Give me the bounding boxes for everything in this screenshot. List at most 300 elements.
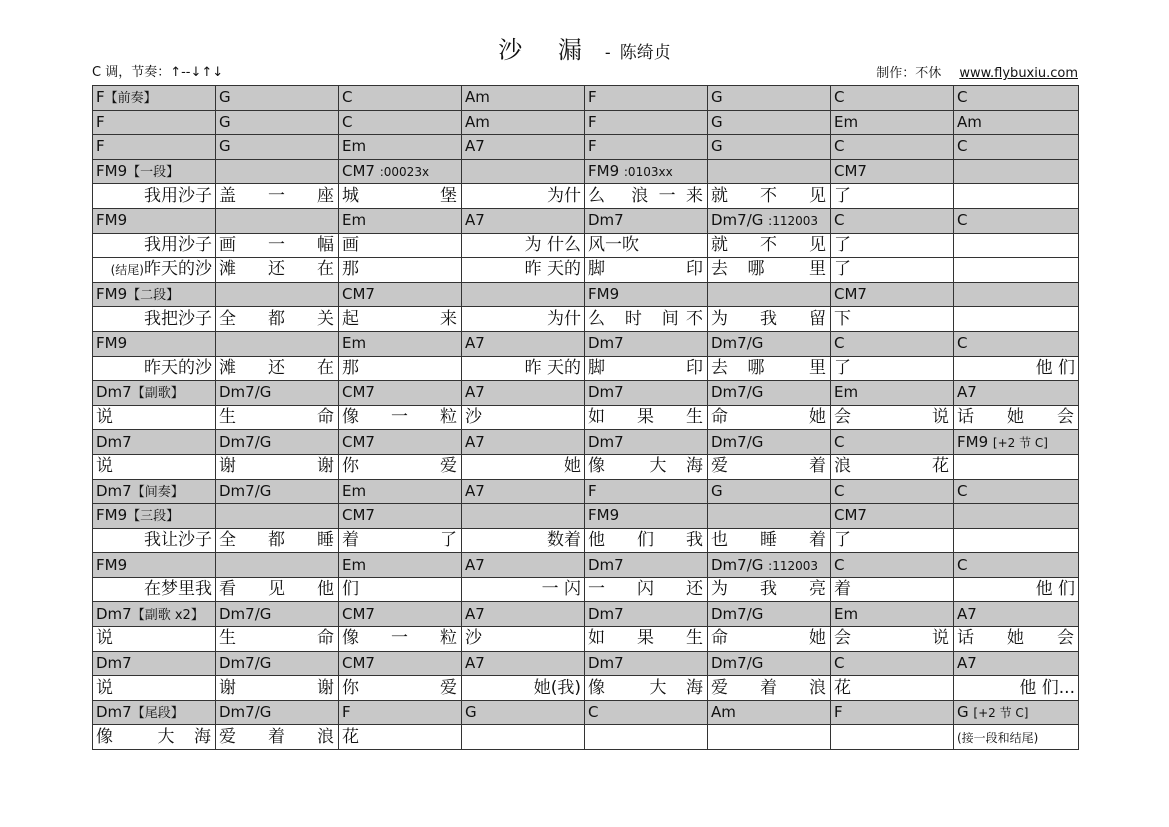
lyric-cell <box>708 184 831 209</box>
lyric-cell <box>216 405 339 430</box>
chord-cell: CM7 <box>339 381 462 406</box>
lyric-text: 滩 还 在 <box>219 357 334 378</box>
chord-cell: A7 <box>462 602 585 627</box>
chord-row <box>93 700 1079 725</box>
lyric-text: 你 爱 <box>342 456 457 477</box>
lyric-text: 我用沙子 <box>144 234 212 255</box>
chord-cell: A7 <box>462 208 585 233</box>
chord-cell: FM9 <box>93 208 216 233</box>
lyric-text: 着 <box>834 579 851 600</box>
lyric-cell <box>585 454 708 479</box>
lyric-text: 看 见 他 <box>219 579 334 600</box>
lyric-cell <box>339 627 462 652</box>
lyric-cell <box>708 307 831 332</box>
key-rhythm-info: C 调，节奏：↑--↓↑↓ <box>92 65 224 80</box>
lyric-text: 了 <box>834 234 851 255</box>
chord-cell: CM7 <box>339 602 462 627</box>
chord-cell: C <box>954 208 1079 233</box>
lyric-cell <box>216 356 339 381</box>
chord-name: Dm7/G <box>711 211 769 230</box>
chord-cell: A7 <box>954 381 1079 406</box>
chord-cell: Dm7/G <box>708 331 831 356</box>
lyric-row <box>93 184 1079 209</box>
lyric-text: 命 她 <box>711 407 826 428</box>
lyric-text: 下 <box>834 308 851 329</box>
chord-cell: A7 <box>462 430 585 455</box>
lyric-cell <box>339 676 462 701</box>
lyric-text: (结尾)昨天的沙 <box>110 259 212 280</box>
lyric-cell <box>954 405 1079 430</box>
chord-cell <box>216 282 339 307</box>
lyric-cell <box>339 528 462 553</box>
chord-cell: F <box>339 700 462 725</box>
chord-cell <box>216 553 339 578</box>
chord-cell: G <box>216 110 339 135</box>
chord-cell: CM7 <box>339 430 462 455</box>
chord-cell: Dm7 <box>585 602 708 627</box>
chord-annotation: 【三段】 <box>127 509 180 525</box>
lyric-text: 如 果 生 <box>588 628 703 649</box>
chord-cell: CM7 <box>831 159 954 184</box>
chord-row <box>93 282 1079 307</box>
lyric-cell <box>585 405 708 430</box>
chord-cell <box>93 86 216 111</box>
ending-marker: (结尾) <box>110 263 144 278</box>
lyric-cell <box>954 454 1079 479</box>
chord-cell <box>708 159 831 184</box>
chord-name: FM9 <box>96 162 128 181</box>
chord-cell: A7 <box>462 651 585 676</box>
chord-cell: Dm7/G <box>216 479 339 504</box>
lyric-cell <box>831 184 954 209</box>
lyric-cell <box>339 454 462 479</box>
chord-annotation: :112003 <box>768 558 819 573</box>
chord-cell: Dm7/G <box>708 430 831 455</box>
lyric-text: 他 们... <box>1019 677 1075 698</box>
lyric-text: 盖 一 座 <box>219 185 334 206</box>
lyric-cell <box>216 627 339 652</box>
lyric-cell <box>831 676 954 701</box>
lyric-text: 也 睡 着 <box>711 529 826 550</box>
chord-annotation: :0103xx <box>623 165 673 180</box>
lyric-text: 浪 花 <box>834 456 949 477</box>
lyric-row <box>93 725 1079 750</box>
lyric-cell <box>93 307 216 332</box>
lyric-text: 昨 天的 <box>524 357 581 378</box>
lyric-text: 着 了 <box>342 529 457 550</box>
lyric-text: 花 <box>342 726 359 747</box>
chord-cell: Dm7 <box>585 430 708 455</box>
chord-cell <box>93 504 216 529</box>
lyric-text: 她 <box>564 456 581 477</box>
chord-cell: Dm7/G <box>216 430 339 455</box>
chord-row <box>93 110 1079 135</box>
chord-sheet-table <box>92 85 1079 750</box>
lyric-cell <box>339 233 462 258</box>
lyric-text: 说 <box>96 407 113 428</box>
chord-row <box>93 553 1079 578</box>
lyric-text: 话 她 会 <box>957 628 1074 649</box>
lyric-text: 像 一 粒 <box>342 407 457 428</box>
chord-cell: A7 <box>462 479 585 504</box>
chord-cell <box>216 208 339 233</box>
chord-annotation: [+2 节 C] <box>973 706 1029 721</box>
chord-annotation: 【一段】 <box>127 165 180 181</box>
lyric-text: 沙 <box>465 628 482 649</box>
lyric-cell <box>831 528 954 553</box>
lyric-text: 数着 <box>547 529 581 550</box>
lyric-cell <box>216 725 339 750</box>
lyric-text: 了 <box>834 357 851 378</box>
lyric-cell <box>954 258 1079 283</box>
title-dash: - <box>604 43 611 62</box>
chord-row <box>93 479 1079 504</box>
chord-cell: C <box>954 479 1079 504</box>
chord-row <box>93 208 1079 233</box>
lyric-cell <box>585 307 708 332</box>
lyric-cell <box>954 577 1079 602</box>
chord-cell: FM9 <box>585 504 708 529</box>
lyric-text: 去哪 里 <box>711 357 826 378</box>
chord-cell: Em <box>831 110 954 135</box>
lyric-cell <box>462 405 585 430</box>
chord-cell: C <box>954 135 1079 160</box>
lyric-row <box>93 356 1079 381</box>
chord-cell: G <box>216 86 339 111</box>
lyric-cell <box>831 258 954 283</box>
chord-cell <box>93 282 216 307</box>
chord-cell: C <box>954 553 1079 578</box>
lyric-text: 脚 印 <box>588 259 703 280</box>
chord-cell <box>954 430 1079 455</box>
lyric-cell <box>708 725 831 750</box>
lyric-cell <box>954 233 1079 258</box>
lyric-cell <box>708 577 831 602</box>
lyric-cell <box>93 528 216 553</box>
lyric-text: 说 <box>96 456 113 477</box>
chord-cell: F <box>831 700 954 725</box>
lyric-row <box>93 577 1079 602</box>
lyric-text: 全 都 睡 <box>219 529 334 550</box>
chord-annotation: 【副歌】 <box>131 386 184 402</box>
chord-cell <box>585 159 708 184</box>
lyric-text: 一 闪 还 <box>588 579 703 600</box>
chord-cell: Dm7/G <box>216 700 339 725</box>
lyric-cell <box>216 528 339 553</box>
chord-annotation: :112003 <box>768 214 819 229</box>
lyric-row <box>93 676 1079 701</box>
chord-cell: Em <box>339 208 462 233</box>
lyric-cell <box>462 258 585 283</box>
chord-cell: Em <box>831 381 954 406</box>
lyric-text: 风一吹 <box>588 234 639 255</box>
lyric-cell <box>339 725 462 750</box>
lyric-row <box>93 405 1079 430</box>
chord-row <box>93 602 1079 627</box>
chord-cell: C <box>585 700 708 725</box>
lyric-cell <box>339 307 462 332</box>
chord-cell: CM7 <box>339 504 462 529</box>
chord-cell: C <box>954 86 1079 111</box>
lyric-cell <box>831 627 954 652</box>
lyric-cell <box>954 528 1079 553</box>
chord-cell <box>216 159 339 184</box>
lyric-cell <box>831 725 954 750</box>
lyric-cell <box>708 405 831 430</box>
chord-cell <box>462 159 585 184</box>
chord-cell: Dm7/G <box>708 381 831 406</box>
chord-cell <box>93 159 216 184</box>
chord-annotation: 【二段】 <box>127 288 180 304</box>
lyric-row <box>93 454 1079 479</box>
lyric-text: 像 大海 <box>588 677 703 698</box>
lyric-text: 了 <box>834 185 851 206</box>
lyric-text: 我用沙子 <box>144 185 212 206</box>
lyric-cell <box>339 356 462 381</box>
chord-cell: A7 <box>462 135 585 160</box>
chord-cell: A7 <box>954 651 1079 676</box>
lyric-cell <box>462 454 585 479</box>
lyric-cell <box>93 577 216 602</box>
chord-cell <box>339 159 462 184</box>
lyric-cell <box>585 725 708 750</box>
lyric-cell <box>954 627 1079 652</box>
chord-cell <box>216 331 339 356</box>
chord-annotation: 【前奏】 <box>104 91 157 107</box>
chord-cell: Em <box>339 331 462 356</box>
chord-cell: Dm7/G <box>216 381 339 406</box>
chord-cell: A7 <box>954 602 1079 627</box>
lyric-cell <box>585 577 708 602</box>
lyric-text: 滩 还 在 <box>219 259 334 280</box>
chord-cell: Dm7 <box>93 430 216 455</box>
lyric-text: 了 <box>834 259 851 280</box>
lyric-cell <box>831 307 954 332</box>
lyric-text: 像 一 粒 <box>342 628 457 649</box>
lyric-row <box>93 307 1079 332</box>
chord-cell: C <box>339 110 462 135</box>
chord-cell: F <box>585 110 708 135</box>
song-title-line <box>0 30 1169 65</box>
lyric-cell <box>708 233 831 258</box>
website-link[interactable]: www.flybuxiu.com <box>959 66 1078 81</box>
lyric-cell <box>216 676 339 701</box>
chord-cell: F <box>585 479 708 504</box>
lyric-cell <box>462 725 585 750</box>
chord-cell: C <box>831 86 954 111</box>
lyric-text: 如 果 生 <box>588 407 703 428</box>
chord-cell: Dm7 <box>585 208 708 233</box>
lyric-cell <box>339 184 462 209</box>
lyric-text: 说 <box>96 628 113 649</box>
song-title: 沙 漏 <box>498 36 596 64</box>
chord-cell <box>708 504 831 529</box>
chord-row <box>93 651 1079 676</box>
chord-cell: C <box>831 208 954 233</box>
lyric-text: 会 说 <box>834 407 949 428</box>
lyric-text: 会 说 <box>834 628 949 649</box>
lyric-cell <box>93 233 216 258</box>
chord-cell <box>462 504 585 529</box>
lyric-cell <box>708 676 831 701</box>
chord-cell: Em <box>339 135 462 160</box>
chord-row <box>93 331 1079 356</box>
lyric-cell <box>708 528 831 553</box>
lyric-cell <box>339 577 462 602</box>
lyric-cell <box>93 405 216 430</box>
chord-cell: Em <box>831 602 954 627</box>
chord-cell: Dm7 <box>93 651 216 676</box>
lyric-text: 他 们 <box>1035 357 1075 378</box>
chord-cell: Dm7/G <box>216 651 339 676</box>
chord-name: CM7 <box>342 162 380 181</box>
lyric-cell <box>93 627 216 652</box>
chord-name: FM9 <box>96 285 128 304</box>
lyric-cell <box>462 676 585 701</box>
lyric-text: 话 她 会 <box>957 407 1074 428</box>
lyric-cell <box>216 577 339 602</box>
chord-cell: A7 <box>462 381 585 406</box>
chord-cell: G <box>708 110 831 135</box>
chord-annotation: [+2 节 C] <box>992 435 1048 450</box>
chord-cell: G <box>708 135 831 160</box>
lyric-text: 说 <box>96 677 113 698</box>
chord-cell: C <box>954 331 1079 356</box>
lyric-text: 们 <box>342 579 359 600</box>
lyric-text: 城 堡 <box>342 185 457 206</box>
lyric-text: 脚 印 <box>588 357 703 378</box>
lyric-cell <box>93 184 216 209</box>
lyric-text: 那 <box>342 259 359 280</box>
lyric-cell <box>585 233 708 258</box>
lyric-text: 像 大海 <box>588 456 703 477</box>
chord-annotation: 【尾段】 <box>131 706 184 722</box>
lyric-cell <box>708 356 831 381</box>
chord-cell: C <box>339 86 462 111</box>
chord-cell: Am <box>708 700 831 725</box>
chord-name: Dm7/G <box>711 555 769 574</box>
lyric-text: 去哪 里 <box>711 259 826 280</box>
lyric-row <box>93 233 1079 258</box>
lyric-text: (接一段和结尾) <box>957 730 1039 745</box>
chord-cell: CM7 <box>831 504 954 529</box>
chord-cell: CM7 <box>339 282 462 307</box>
lyric-text: 画 一 幅 <box>219 234 334 255</box>
chord-cell <box>708 208 831 233</box>
lyric-cell <box>954 307 1079 332</box>
chord-cell <box>954 700 1079 725</box>
chord-cell: CM7 <box>831 282 954 307</box>
lyric-text: 生 命 <box>219 628 334 649</box>
lyric-text: 为 我 亮 <box>711 579 826 600</box>
lyric-text: 你 爱 <box>342 677 457 698</box>
chord-row <box>93 159 1079 184</box>
chord-cell: FM9 <box>93 331 216 356</box>
lyric-text: 爱 着 <box>711 456 826 477</box>
lyric-text: 爱 着 浪 <box>219 726 334 747</box>
chord-name: FM9 <box>96 506 128 525</box>
lyric-cell <box>585 184 708 209</box>
lyric-cell <box>462 233 585 258</box>
chord-cell: G <box>216 135 339 160</box>
lyric-text: 画 <box>342 234 359 255</box>
chord-name: Dm7 <box>96 481 132 500</box>
lyric-text: 一 闪 <box>541 579 581 600</box>
lyric-cell <box>831 405 954 430</box>
lyric-cell <box>462 627 585 652</box>
chord-row <box>93 86 1079 111</box>
lyric-cell <box>93 676 216 701</box>
lyric-cell <box>585 258 708 283</box>
lyric-cell <box>831 577 954 602</box>
chord-cell: Em <box>339 553 462 578</box>
lyric-cell <box>585 627 708 652</box>
lyric-text: 为 我 留 <box>711 308 826 329</box>
lyric-cell <box>954 725 1079 750</box>
lyric-cell <box>585 676 708 701</box>
chord-cell: Dm7/G <box>216 602 339 627</box>
lyric-text: 花 <box>834 677 851 698</box>
lyric-text: 命 她 <box>711 628 826 649</box>
chord-cell: C <box>831 430 954 455</box>
lyric-cell <box>462 528 585 553</box>
artist-name: 陈绮贞 <box>619 43 671 63</box>
chord-cell: G <box>462 700 585 725</box>
chord-row <box>93 381 1079 406</box>
chord-cell: C <box>831 553 954 578</box>
lyric-text: 沙 <box>465 407 482 428</box>
lyric-text: 我让沙子 <box>144 529 212 550</box>
lyric-cell <box>339 405 462 430</box>
chord-cell: C <box>831 331 954 356</box>
author-credit: 制作：不休 <box>876 66 942 81</box>
lyric-row <box>93 528 1079 553</box>
chord-annotation: 【间奏】 <box>131 484 184 500</box>
chord-cell: Dm7 <box>585 553 708 578</box>
lyric-cell <box>93 454 216 479</box>
chord-name: Dm7 <box>96 604 132 623</box>
lyric-text: 生 命 <box>219 407 334 428</box>
chord-cell: Am <box>954 110 1079 135</box>
lyric-text: 为 什么 <box>524 234 581 255</box>
lyric-cell <box>216 454 339 479</box>
lyric-text: 起 来 <box>342 308 457 329</box>
lyric-text: 她(我) <box>533 677 581 698</box>
chord-cell: CM7 <box>339 651 462 676</box>
lyric-cell <box>216 184 339 209</box>
chord-cell <box>93 700 216 725</box>
chord-cell: Dm7/G <box>708 602 831 627</box>
lyric-cell <box>708 258 831 283</box>
chord-name: G <box>957 703 974 722</box>
chord-row <box>93 504 1079 529</box>
lyric-cell <box>216 307 339 332</box>
chord-annotation: 【副歌 x2】 <box>131 607 204 623</box>
lyric-cell <box>216 258 339 283</box>
lyric-text: 爱 着 浪 <box>711 677 826 698</box>
lyric-text: 了 <box>834 529 851 550</box>
chord-cell <box>93 479 216 504</box>
chord-cell: F <box>93 110 216 135</box>
chord-cell: FM9 <box>93 553 216 578</box>
lyric-row <box>93 258 1079 283</box>
lyric-text: 在梦里我 <box>144 579 212 600</box>
lyric-text: 像 大海 <box>96 726 211 747</box>
lyric-row <box>93 627 1079 652</box>
lyric-cell <box>585 356 708 381</box>
lyric-cell <box>954 184 1079 209</box>
lyric-text: 就 不 见 <box>711 234 826 255</box>
